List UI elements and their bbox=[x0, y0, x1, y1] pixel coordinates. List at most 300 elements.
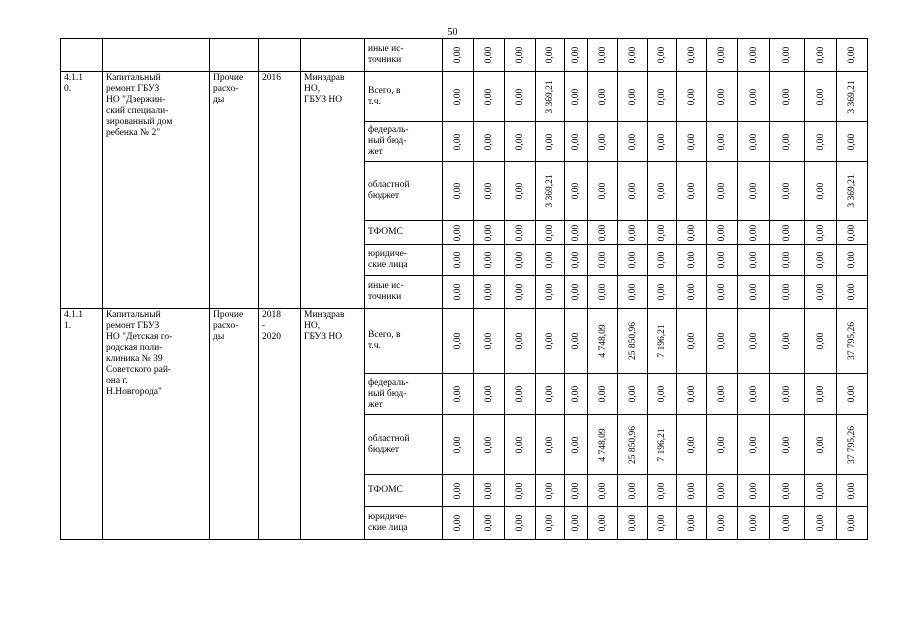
value-cell bbox=[505, 162, 536, 221]
value-text: 0,00 bbox=[545, 482, 555, 499]
value-cell bbox=[648, 309, 677, 374]
value-cell bbox=[805, 415, 837, 475]
value-cell bbox=[837, 122, 868, 162]
value-text: 0,00 bbox=[657, 88, 667, 105]
value-text: 0,00 bbox=[627, 482, 638, 499]
value-cell bbox=[770, 122, 805, 162]
value-cell bbox=[474, 72, 505, 122]
value-text: 25 850,96 bbox=[627, 322, 638, 360]
value-cell bbox=[770, 475, 805, 507]
value-text: 0,00 bbox=[571, 436, 581, 453]
value-cell bbox=[738, 122, 770, 162]
value-text: 0,00 bbox=[515, 283, 525, 301]
value-text: 0,00 bbox=[748, 514, 759, 532]
type-cell bbox=[210, 39, 259, 72]
value-cell bbox=[565, 245, 588, 276]
value-cell bbox=[505, 374, 536, 415]
value-text: 0,00 bbox=[686, 251, 697, 269]
value-text: 0,00 bbox=[484, 482, 494, 499]
item-executor: Минздрав НО, ГБУЗ НО bbox=[301, 309, 365, 540]
value-text: 0,00 bbox=[597, 385, 608, 403]
value-cell bbox=[837, 507, 868, 540]
value-cell bbox=[565, 122, 588, 162]
value-text: 0,00 bbox=[515, 46, 525, 64]
value-cell bbox=[677, 309, 707, 374]
value-cell bbox=[837, 162, 868, 221]
value-text: 0,00 bbox=[515, 332, 525, 350]
value-text: 0,00 bbox=[686, 482, 697, 499]
value-cell bbox=[618, 507, 648, 540]
value-text: 0,00 bbox=[597, 224, 608, 241]
value-cell bbox=[738, 374, 770, 415]
value-text: 0,00 bbox=[597, 133, 608, 150]
value-cell bbox=[805, 162, 837, 221]
value-cell bbox=[505, 39, 536, 72]
value-text: 0,00 bbox=[484, 182, 494, 200]
value-text: 0,00 bbox=[847, 283, 857, 301]
value-text: 0,00 bbox=[571, 283, 581, 301]
value-text: 0,00 bbox=[453, 182, 463, 200]
value-cell bbox=[738, 507, 770, 540]
value-text: 0,00 bbox=[748, 332, 759, 350]
value-cell bbox=[648, 162, 677, 221]
value-text: 0,00 bbox=[571, 514, 581, 532]
value-text: 0,00 bbox=[686, 283, 697, 301]
value-text: 0,00 bbox=[515, 482, 525, 499]
value-text: 0,00 bbox=[686, 436, 697, 453]
value-text: 0,00 bbox=[453, 251, 463, 269]
item-year: 2016 bbox=[259, 72, 301, 309]
value-cell bbox=[677, 415, 707, 475]
value-cell bbox=[738, 245, 770, 276]
value-text: 0,00 bbox=[545, 133, 555, 150]
value-text: 0,00 bbox=[815, 46, 826, 64]
value-text: 0,00 bbox=[515, 514, 525, 532]
source-cell: юридиче- ские лица bbox=[365, 507, 443, 540]
value-cell bbox=[618, 72, 648, 122]
expense-type: Прочие расхо- ды bbox=[210, 309, 259, 540]
value-text: 0,00 bbox=[571, 46, 581, 64]
value-cell bbox=[588, 475, 618, 507]
value-text: 0,00 bbox=[717, 436, 727, 453]
value-text: 0,00 bbox=[815, 88, 826, 105]
value-cell bbox=[770, 39, 805, 72]
value-text: 0,00 bbox=[453, 88, 463, 105]
value-text: 0,00 bbox=[748, 46, 759, 64]
value-cell bbox=[505, 276, 536, 309]
value-cell bbox=[707, 309, 738, 374]
value-cell bbox=[677, 276, 707, 309]
source-cell: областной бюджет bbox=[365, 415, 443, 475]
value-cell bbox=[618, 374, 648, 415]
value-cell bbox=[443, 475, 474, 507]
value-text: 0,00 bbox=[782, 283, 792, 301]
value-cell bbox=[536, 276, 565, 309]
value-text: 4 748,09 bbox=[597, 427, 608, 462]
value-cell bbox=[536, 221, 565, 245]
value-cell bbox=[443, 39, 474, 72]
value-text: 0,00 bbox=[782, 251, 792, 269]
value-text: 7 196,21 bbox=[657, 324, 667, 358]
value-cell bbox=[707, 221, 738, 245]
value-cell bbox=[837, 221, 868, 245]
value-cell bbox=[770, 162, 805, 221]
source-cell: юридиче- ские лица bbox=[365, 245, 443, 276]
value-text: 0,00 bbox=[717, 251, 727, 269]
value-text: 0,00 bbox=[627, 224, 638, 241]
value-text: 0,00 bbox=[453, 224, 463, 241]
value-cell bbox=[536, 475, 565, 507]
value-text: 0,00 bbox=[545, 283, 555, 301]
value-text: 0,00 bbox=[657, 514, 667, 532]
value-text: 0,00 bbox=[686, 224, 697, 241]
value-text: 0,00 bbox=[453, 436, 463, 453]
value-cell bbox=[648, 415, 677, 475]
value-text: 0,00 bbox=[748, 436, 759, 453]
value-text: 0,00 bbox=[597, 88, 608, 105]
value-cell bbox=[707, 72, 738, 122]
year-cell bbox=[259, 39, 301, 72]
value-text: 0,00 bbox=[847, 385, 857, 403]
value-cell bbox=[738, 39, 770, 72]
value-text: 0,00 bbox=[571, 88, 581, 105]
value-text: 0,00 bbox=[453, 133, 463, 150]
value-text: 0,00 bbox=[657, 224, 667, 241]
value-text: 0,00 bbox=[748, 182, 759, 200]
value-text: 0,00 bbox=[657, 385, 667, 403]
value-cell bbox=[618, 162, 648, 221]
value-text: 0,00 bbox=[453, 46, 463, 64]
value-cell bbox=[648, 507, 677, 540]
value-cell bbox=[565, 39, 588, 72]
value-text: 0,00 bbox=[484, 385, 494, 403]
value-text: 0,00 bbox=[815, 482, 826, 499]
value-cell bbox=[738, 309, 770, 374]
source-cell: ТФОМС bbox=[365, 475, 443, 507]
value-text: 0,00 bbox=[717, 182, 727, 200]
value-cell bbox=[505, 507, 536, 540]
value-cell bbox=[738, 475, 770, 507]
value-text: 0,00 bbox=[748, 385, 759, 403]
value-cell bbox=[618, 475, 648, 507]
value-cell bbox=[565, 221, 588, 245]
value-text: 3 369,21 bbox=[545, 79, 555, 114]
value-cell bbox=[443, 507, 474, 540]
value-text: 0,00 bbox=[484, 283, 494, 301]
value-text: 0,00 bbox=[657, 46, 667, 64]
value-cell bbox=[474, 221, 505, 245]
value-cell bbox=[805, 39, 837, 72]
value-text: 0,00 bbox=[686, 133, 697, 150]
value-cell bbox=[536, 72, 565, 122]
value-text: 0,00 bbox=[847, 133, 857, 150]
value-cell bbox=[588, 39, 618, 72]
value-text: 0,00 bbox=[815, 133, 826, 150]
value-text: 0,00 bbox=[748, 482, 759, 499]
value-cell bbox=[837, 245, 868, 276]
value-text: 0,00 bbox=[597, 251, 608, 269]
value-text: 3 369,21 bbox=[847, 174, 857, 208]
expense-type: Прочие расхо- ды bbox=[210, 72, 259, 309]
value-cell bbox=[443, 162, 474, 221]
value-cell bbox=[837, 309, 868, 374]
num-cell bbox=[61, 39, 103, 72]
value-cell bbox=[770, 245, 805, 276]
value-cell bbox=[837, 415, 868, 475]
source-cell: Всего, в т.ч. bbox=[365, 72, 443, 122]
value-cell bbox=[770, 221, 805, 245]
value-cell bbox=[837, 475, 868, 507]
value-text: 0,00 bbox=[686, 332, 697, 350]
value-cell bbox=[805, 475, 837, 507]
value-text: 0,00 bbox=[717, 46, 727, 64]
value-text: 0,00 bbox=[484, 46, 494, 64]
value-cell bbox=[677, 221, 707, 245]
value-cell bbox=[536, 309, 565, 374]
item-name: Капитальный ремонт ГБУЗ НО "Детская го- родская поли- клиника № 39 Советского рай- она г. Н.Новгорода" bbox=[103, 309, 210, 540]
value-text: 0,00 bbox=[717, 88, 727, 105]
value-text: 0,00 bbox=[515, 133, 525, 150]
value-text: 4 748,09 bbox=[597, 324, 608, 358]
value-text: 0,00 bbox=[627, 88, 638, 105]
value-cell bbox=[505, 245, 536, 276]
value-text: 0,00 bbox=[597, 182, 608, 200]
value-text: 0,00 bbox=[571, 482, 581, 499]
value-text: 0,00 bbox=[484, 436, 494, 453]
value-cell bbox=[805, 122, 837, 162]
value-cell bbox=[707, 39, 738, 72]
value-cell bbox=[837, 72, 868, 122]
name-cell bbox=[103, 39, 210, 72]
value-cell bbox=[474, 122, 505, 162]
value-cell bbox=[474, 507, 505, 540]
page-number: 50 bbox=[447, 27, 458, 38]
value-text: 0,00 bbox=[748, 88, 759, 105]
value-text: 0,00 bbox=[686, 46, 697, 64]
value-cell bbox=[738, 162, 770, 221]
value-cell bbox=[505, 72, 536, 122]
value-text: 0,00 bbox=[515, 224, 525, 241]
value-cell bbox=[565, 162, 588, 221]
value-text: 0,00 bbox=[571, 251, 581, 269]
value-text: 0,00 bbox=[717, 133, 727, 150]
value-text: 0,00 bbox=[571, 133, 581, 150]
value-cell bbox=[707, 507, 738, 540]
value-cell bbox=[618, 276, 648, 309]
value-text: 0,00 bbox=[686, 182, 697, 200]
value-text: 0,00 bbox=[782, 133, 792, 150]
value-cell bbox=[677, 475, 707, 507]
value-text: 0,00 bbox=[597, 514, 608, 532]
value-text: 0,00 bbox=[815, 332, 826, 350]
value-text: 0,00 bbox=[782, 88, 792, 105]
value-cell bbox=[588, 122, 618, 162]
value-cell bbox=[738, 72, 770, 122]
value-text: 0,00 bbox=[453, 332, 463, 350]
value-cell bbox=[505, 122, 536, 162]
value-text: 0,00 bbox=[545, 385, 555, 403]
value-cell bbox=[805, 72, 837, 122]
source-cell: Всего, в т.ч. bbox=[365, 309, 443, 374]
value-cell bbox=[805, 309, 837, 374]
value-text: 0,00 bbox=[627, 283, 638, 301]
value-text: 0,00 bbox=[717, 514, 727, 532]
value-cell bbox=[770, 72, 805, 122]
value-text: 0,00 bbox=[627, 385, 638, 403]
source-cell: иные ис- точники bbox=[365, 39, 443, 72]
value-cell bbox=[588, 374, 618, 415]
value-text: 0,00 bbox=[484, 251, 494, 269]
value-text: 0,00 bbox=[484, 514, 494, 532]
value-text: 0,00 bbox=[515, 182, 525, 200]
value-cell bbox=[677, 374, 707, 415]
table-row bbox=[61, 39, 868, 72]
value-text: 25 850,96 bbox=[627, 425, 638, 464]
value-cell bbox=[677, 122, 707, 162]
value-text: 0,00 bbox=[571, 332, 581, 350]
table-row bbox=[61, 72, 868, 122]
source-cell: федераль- ный бюд- жет bbox=[365, 374, 443, 415]
budget-table bbox=[60, 38, 868, 540]
value-text: 0,00 bbox=[545, 224, 555, 241]
value-text: 0,00 bbox=[748, 251, 759, 269]
value-text: 0,00 bbox=[627, 182, 638, 200]
value-text: 0,00 bbox=[815, 251, 826, 269]
value-cell bbox=[618, 122, 648, 162]
value-cell bbox=[805, 245, 837, 276]
value-cell bbox=[443, 276, 474, 309]
value-cell bbox=[565, 309, 588, 374]
value-cell bbox=[588, 221, 618, 245]
value-cell bbox=[618, 221, 648, 245]
value-cell bbox=[536, 245, 565, 276]
value-text: 0,00 bbox=[627, 514, 638, 532]
value-text: 0,00 bbox=[847, 514, 857, 532]
value-cell bbox=[707, 374, 738, 415]
value-text: 0,00 bbox=[657, 133, 667, 150]
value-cell bbox=[443, 122, 474, 162]
value-text: 0,00 bbox=[717, 224, 727, 241]
value-text: 0,00 bbox=[782, 332, 792, 350]
value-text: 0,00 bbox=[515, 436, 525, 453]
value-text: 0,00 bbox=[545, 332, 555, 350]
source-cell: областной бюджет bbox=[365, 162, 443, 221]
value-cell bbox=[536, 162, 565, 221]
value-text: 0,00 bbox=[453, 514, 463, 532]
value-text: 37 795,26 bbox=[847, 322, 857, 360]
value-cell bbox=[648, 276, 677, 309]
value-cell bbox=[677, 72, 707, 122]
value-text: 0,00 bbox=[815, 283, 826, 301]
value-cell bbox=[677, 507, 707, 540]
item-year: 2018 - 2020 bbox=[259, 309, 301, 540]
value-text: 7 196,21 bbox=[657, 427, 667, 462]
value-cell bbox=[443, 245, 474, 276]
value-text: 0,00 bbox=[782, 182, 792, 200]
value-cell bbox=[837, 39, 868, 72]
value-text: 0,00 bbox=[748, 133, 759, 150]
value-text: 0,00 bbox=[515, 385, 525, 403]
value-text: 0,00 bbox=[453, 283, 463, 301]
value-text: 0,00 bbox=[847, 482, 857, 499]
value-text: 0,00 bbox=[782, 385, 792, 403]
value-cell bbox=[474, 475, 505, 507]
value-text: 0,00 bbox=[847, 251, 857, 269]
value-text: 0,00 bbox=[545, 514, 555, 532]
value-cell bbox=[805, 374, 837, 415]
value-cell bbox=[588, 162, 618, 221]
value-cell bbox=[588, 276, 618, 309]
value-cell bbox=[805, 507, 837, 540]
value-cell bbox=[505, 415, 536, 475]
value-cell bbox=[618, 245, 648, 276]
value-cell bbox=[443, 415, 474, 475]
value-text: 0,00 bbox=[571, 385, 581, 403]
value-text: 0,00 bbox=[717, 283, 727, 301]
value-text: 0,00 bbox=[657, 251, 667, 269]
value-cell bbox=[707, 415, 738, 475]
value-cell bbox=[770, 374, 805, 415]
value-cell bbox=[837, 374, 868, 415]
value-cell bbox=[677, 39, 707, 72]
value-cell bbox=[588, 415, 618, 475]
value-text: 0,00 bbox=[545, 251, 555, 269]
value-cell bbox=[474, 39, 505, 72]
value-text: 3 369,21 bbox=[847, 79, 857, 114]
value-cell bbox=[565, 475, 588, 507]
value-text: 0,00 bbox=[782, 514, 792, 532]
value-cell bbox=[648, 72, 677, 122]
value-text: 0,00 bbox=[686, 385, 697, 403]
value-cell bbox=[770, 415, 805, 475]
value-cell bbox=[618, 39, 648, 72]
value-text: 0,00 bbox=[571, 182, 581, 200]
value-cell bbox=[770, 309, 805, 374]
value-cell bbox=[770, 507, 805, 540]
value-text: 0,00 bbox=[782, 482, 792, 499]
value-cell bbox=[588, 507, 618, 540]
value-cell bbox=[738, 221, 770, 245]
value-cell bbox=[588, 309, 618, 374]
value-cell bbox=[443, 221, 474, 245]
value-cell bbox=[536, 415, 565, 475]
value-cell bbox=[443, 374, 474, 415]
value-cell bbox=[738, 415, 770, 475]
value-cell bbox=[474, 309, 505, 374]
value-text: 0,00 bbox=[782, 436, 792, 453]
value-text: 0,00 bbox=[748, 224, 759, 241]
value-text: 0,00 bbox=[627, 133, 638, 150]
value-text: 0,00 bbox=[657, 182, 667, 200]
value-text: 0,00 bbox=[847, 224, 857, 241]
value-cell bbox=[618, 309, 648, 374]
value-text: 0,00 bbox=[484, 332, 494, 350]
item-number: 4.1.1 1. bbox=[61, 309, 103, 540]
value-cell bbox=[565, 72, 588, 122]
value-cell bbox=[536, 39, 565, 72]
value-cell bbox=[707, 276, 738, 309]
value-text: 0,00 bbox=[815, 514, 826, 532]
value-cell bbox=[474, 374, 505, 415]
value-cell bbox=[474, 276, 505, 309]
value-text: 0,00 bbox=[545, 436, 555, 453]
value-cell bbox=[474, 162, 505, 221]
value-text: 0,00 bbox=[686, 88, 697, 105]
value-cell bbox=[648, 245, 677, 276]
value-cell bbox=[588, 72, 618, 122]
executor-cell bbox=[301, 39, 365, 72]
value-text: 0,00 bbox=[627, 46, 638, 64]
